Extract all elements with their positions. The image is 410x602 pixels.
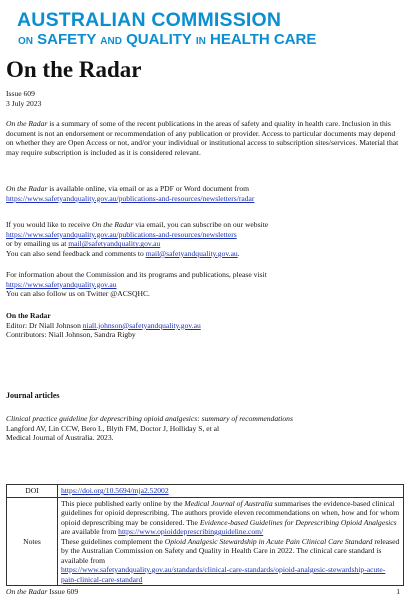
table-row (7, 485, 404, 498)
article-details-table (6, 484, 404, 586)
issue-number: Issue 609 (6, 89, 35, 98)
guideline-link[interactable]: https://www.opioiddeprescribingguideline.com/ (118, 527, 264, 536)
editor-email-link[interactable]: niall.johnson@safetyandquality.gov.au (82, 320, 201, 330)
contributors: Contributors: Niall Johnson, Sandra Rigby (6, 330, 136, 340)
commission-logo (17, 9, 316, 51)
logo-line-1: AUSTRALIAN COMMISSION (17, 9, 282, 31)
subscribe-email-link[interactable]: mail@safetyandquality.gov.au (68, 239, 161, 249)
article-citation (6, 414, 404, 443)
info-paragraph: For information about the Commission and its programs and publications, please visit https://www.safetyandquality.gov.au You can also follow us on Twitter @ACSQHC. (6, 270, 267, 299)
commission-website-link[interactable]: https://www.safetyandquality.gov.au (6, 279, 117, 289)
editorial-heading: On the Radar (6, 311, 51, 320)
journal-section-title: Journal articles (6, 391, 60, 400)
doi-label: DOI (7, 485, 58, 498)
article-title: Clinical practice guideline for deprescribing opioid analgesics: summary of recommendations (6, 414, 293, 423)
table-row (7, 497, 404, 586)
notes-value: This piece published early online by the Medical Journal of Australia summarises the evidence-based clinical guidelines for opioid deprescribing. The authors provide eleven recommendations on when, how and for whom opioid deprescribing may be considered. The Evidence-based Guidelines for Deprescribing Opioid Analgesics are available from https://www.opioiddeprescribingguideline.com/ These guidelines complement the Opioid Analgesic Stewardship in Acute Pain Clinical Care Standard released by the Australian Commission on Safety and Quality in Health Care in 2022. The clinical care standard is available from https://www.safetyandquality.gov.au/standards/clinical-care-standards/opioid-analgesic-stewardship-acute-pain-clinical-care-standard (58, 497, 404, 586)
article-journal: Medical Journal of Australia. 2023. (6, 433, 114, 443)
intro-paragraph: On the Radar is a summary of some of the recent publications in the areas of safety and quality in health care. Inclusion in this document is not an endorsement or recommendation of any publication or provider. Access to particular documents may depend on whether they are Open Access or not, and/or your individual or institutional access to subscription sites/services. Material that may require subscription is included as it is considered relevant. (6, 119, 399, 157)
editorial-block: On the Radar Editor: Dr Niall Johnson niall.johnson@safetyandquality.gov.au Contributors: Niall Johnson, Sandra Rigby (6, 311, 404, 340)
clinical-care-standard-link[interactable]: https://www.safetyandquality.gov.au/standards/clinical-care-standards/opioid-analgesic-stewardship-acute-pain-clinical-care-standard (61, 565, 386, 584)
page-footer: On the Radar Issue 609 1 (6, 587, 400, 596)
notes-label: Notes (7, 497, 58, 586)
newsletters-link[interactable]: https://www.safetyandquality.gov.au/publications-and-resources/newsletters (6, 229, 237, 239)
page-title: On the Radar (6, 57, 142, 82)
doi-value (58, 485, 404, 498)
doi-link[interactable]: https://doi.org/10.5694/mja2.52002 (61, 486, 169, 495)
logo-line-2: ON SAFETY AND QUALITY IN HEALTH CARE (18, 31, 317, 48)
subscribe-paragraph: If you would like to receive On the Radar via email, you can subscribe on our website https://www.safetyandquality.gov.au/publications-and-resources/newsletters or by emailing us at mail@safetyandquality.gov.au You can also send feedback and comments to mail@safetyandquality.gov.au. (6, 220, 269, 258)
article-authors: Langford AV, Lin CCW, Bero L, Blyth FM, Doctor J, Holliday S, et al (6, 423, 220, 433)
page-number: 1 (396, 587, 400, 596)
feedback-email-link[interactable]: mail@safetyandquality.gov.au (145, 248, 238, 258)
issue-date: 3 July 2023 (6, 98, 42, 108)
issue-info (6, 89, 404, 108)
availability-paragraph: On the Radar is available online, via email or as a PDF or Word document from https://www.safetyandquality.gov.au/publications-and-resources/newsletters/radar (6, 184, 255, 203)
radar-newsletter-link[interactable]: https://www.safetyandquality.gov.au/publications-and-resources/newsletters/radar (6, 193, 255, 203)
